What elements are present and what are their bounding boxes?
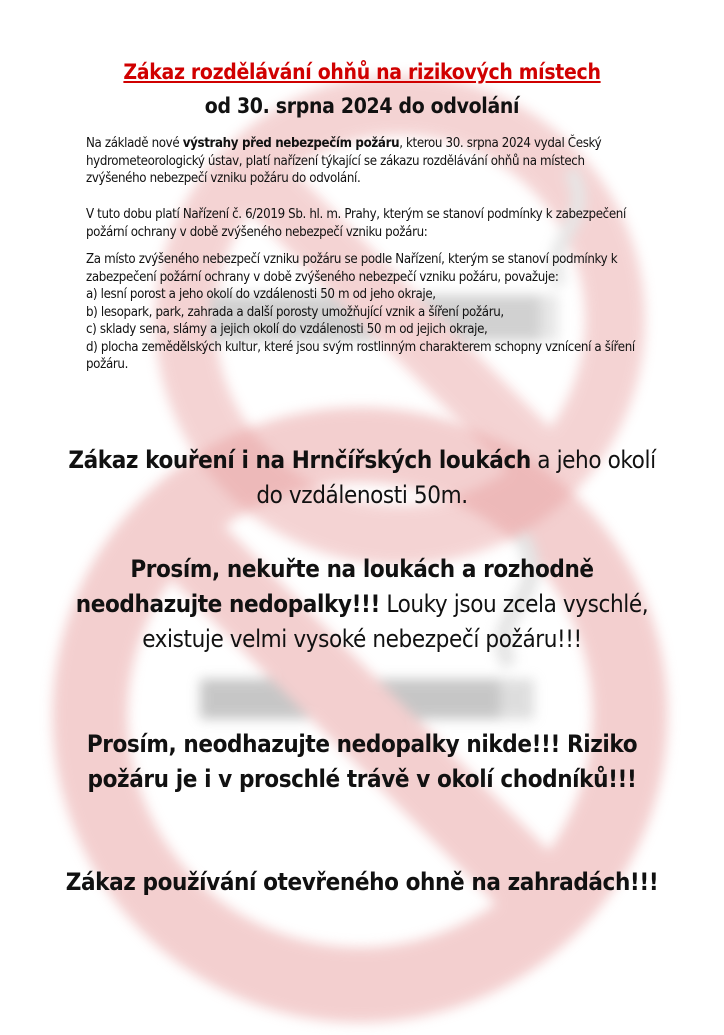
smoking-ban-bold: Zákaz kouření i na Hrnčířských loukách [68, 446, 531, 474]
definition-paragraph [86, 251, 646, 374]
definition-list [86, 286, 646, 374]
cigarette-butts-warning: Prosím, neodhazujte nedopalky nikde!!! Riziko požáru je i v proschlé trávě v okolí chodníků!!! [86, 730, 638, 793]
page-title: Zákaz rozdělávání ohňů na rizikových místech [123, 60, 601, 84]
smoking-ban-rest: a jeho okolí do vzdálenosti 50m. [256, 446, 656, 509]
page-subtitle: od 30. srpna 2024 do odvolání [204, 94, 520, 118]
list-item: b) lesopark, park, zahrada a další porosty umožňující vznik a šíření požáru, [86, 304, 504, 320]
meadow-warning-bold: Prosím, nekuřte na loukách a rozhodně neodhazujte nedopalky!!! [75, 555, 594, 618]
garden-fire-ban: Zákaz používání otevřeného ohně na zahradách!!! [65, 868, 659, 896]
intro-text-2: , kterou 30. srpna 2024 vydal Český hydrometeorologický ústav, platí nařízení týkající se zákazu rozdělávání ohňů na místech zvýšeného nebezpečí vzniku požáru do odvolání. [86, 136, 602, 186]
intro-paragraph [86, 135, 646, 188]
regulation-paragraph: V tuto dobu platí Nařízení č. 6/2019 Sb. hl. m. Prahy, kterým se stanoví podmínky k zabezpečení požární ochrany v době zvýšeného nebezpečí vzniku požáru: [86, 207, 626, 240]
meadow-warning [60, 552, 664, 657]
intro-text-1: Na základě nové [86, 136, 183, 151]
meadow-warning-rest: Louky jsou zcela vyschlé, existuje velmi vysoké nebezpečí požáru!!! [142, 590, 649, 653]
intro-bold: výstrahy před nebezpečím požáru [182, 136, 400, 151]
list-item: c) sklady sena, slámy a jejich okolí do vzdálenosti 50 m od jejich okraje, [86, 322, 488, 337]
list-item: d) plocha zemědělských kultur, které jsou svým rostlinným charakterem schopny vznícení a šíření požáru. [86, 339, 635, 372]
smoking-ban-notice [60, 443, 664, 513]
definition-intro: Za místo zvýšeného nebezpečí vzniku požáru se podle Nařízení, kterým se stanoví podmínky k zabezpečení požární ochrany v době zvýšeného nebezpečí vzniku požáru, považuje: [86, 252, 618, 285]
list-item: a) lesní porost a jeho okolí do vzdálenosti 50 m od jeho okraje, [86, 287, 436, 302]
